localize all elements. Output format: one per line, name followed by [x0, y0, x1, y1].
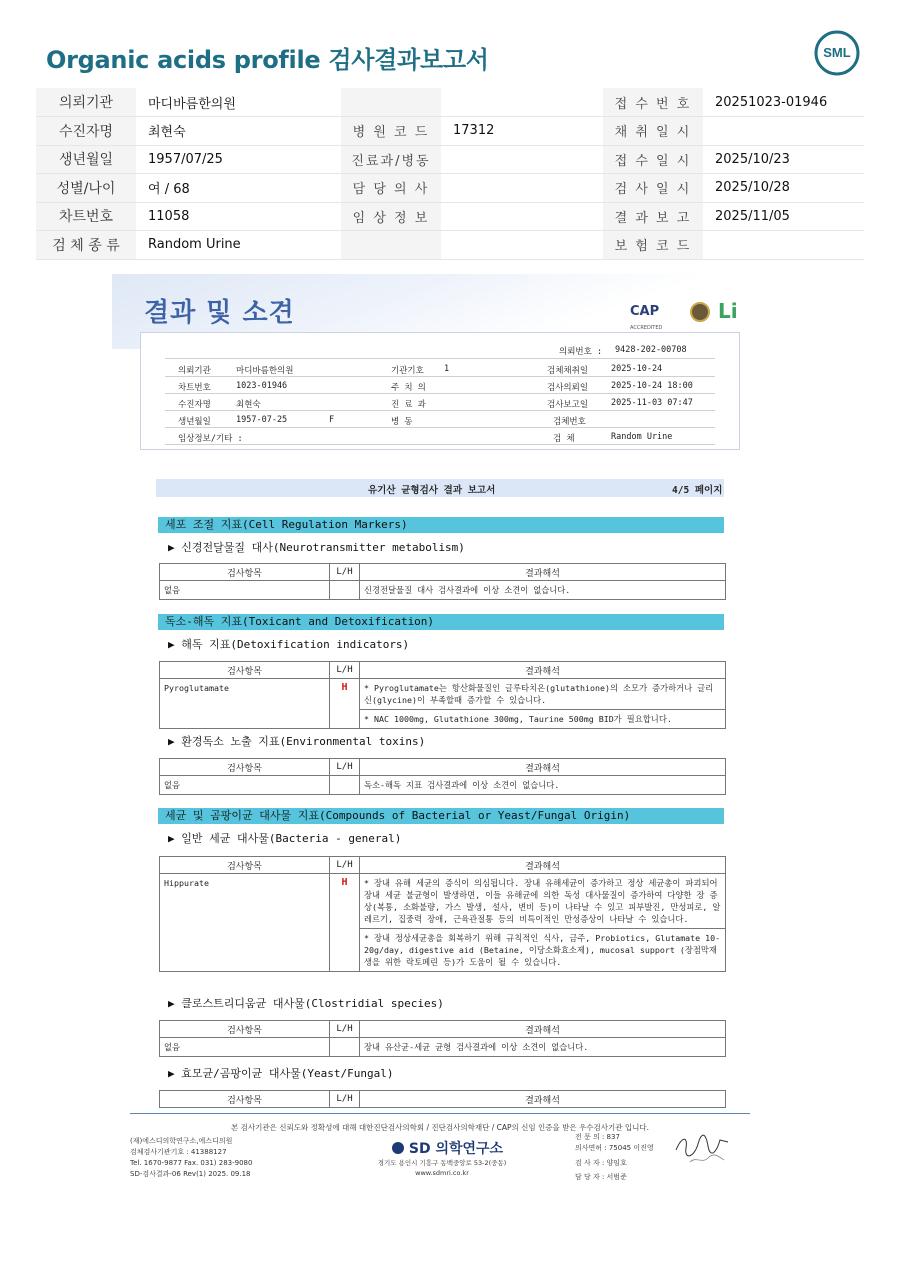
header-value — [441, 174, 603, 203]
header-label: 생년월일 — [36, 145, 136, 174]
header-value — [441, 202, 603, 231]
patient-header-table — [36, 88, 864, 260]
info-label: 주 치 의 — [391, 383, 426, 393]
item-cell: Pyroglutamate — [160, 679, 330, 729]
sign-line: 전 문 의 : 837 — [575, 1133, 620, 1141]
col-lh-header: L/H — [330, 1021, 360, 1038]
col-interp-header: 결과해석 — [360, 662, 726, 679]
footer-line: 검체검사기관기호 : 41388127 — [130, 1148, 227, 1156]
info-label: 수진자명 — [178, 400, 211, 410]
report-banner-title: 결과 및 소견 — [144, 298, 295, 328]
col-item-header: 검사항목 — [160, 857, 330, 874]
header-value: 2025/10/23 — [703, 145, 864, 174]
subsection-title: ▶ 해독 지표(Detoxification indicators) — [168, 638, 410, 651]
sign-line: 담 당 자 : 서범준 — [575, 1173, 627, 1181]
sml-logo-text: SML — [823, 45, 851, 60]
col-interp-header: 결과해석 — [360, 1091, 726, 1108]
interp-note: * NAC 1000mg, Glutathione 300mg, Taurine 500mg BID가 필요합니다. — [360, 709, 725, 728]
footer-line: (재)에스디의학연구소,에스디의원 — [130, 1137, 233, 1145]
header-label: 의뢰기관 — [36, 88, 136, 117]
interp-note: * 장내 정상세균총을 회복하기 위해 규칙적인 식사, 금주, Probiotics, Glutamate 10-20g/day, digestive aid (Betaine, 이당소화효소제), mucosal support (장점막재생을 위한 락토페린 등)가 도움이 될 수 있습니다. — [360, 928, 725, 971]
sign-line: 검 사 자 : 양임호 — [575, 1159, 627, 1167]
col-interp-header: 결과해석 — [360, 759, 726, 776]
header-label: 검 사 일 시 — [603, 174, 703, 203]
col-item-header: 검사항목 — [160, 1021, 330, 1038]
item-cell: Hippurate — [160, 874, 330, 972]
table-row — [160, 776, 726, 795]
interp-cell — [360, 679, 726, 729]
info-value: 2025-10-24 — [611, 364, 663, 374]
info-label: 생년월일 — [178, 417, 211, 427]
header-value: 17312 — [441, 117, 603, 146]
info-label: 검체번호 — [553, 417, 586, 427]
address-line: 경기도 용인시 기흥구 동백중앙로 53-2(중동) — [377, 1159, 507, 1167]
section-header: 세포 조절 지표(Cell Regulation Markers) — [158, 517, 724, 533]
result-table — [159, 661, 726, 729]
header-row — [36, 231, 864, 260]
interp-cell: 장내 유산균-세균 균형 검사결과에 이상 소견이 없습니다. — [360, 1038, 726, 1057]
info-value: Random Urine — [611, 432, 673, 442]
signature-block — [575, 1132, 654, 1183]
header-row — [36, 145, 864, 174]
sd-address — [372, 1158, 512, 1178]
header-label: 담 당 의 사 — [341, 174, 441, 203]
page-bar-title: 유기산 균형검사 결과 보고서 — [368, 485, 496, 496]
li-logo: Li — [718, 299, 738, 323]
table-row — [160, 679, 726, 729]
header-value: 2025/10/28 — [703, 174, 864, 203]
col-lh-header: L/H — [330, 759, 360, 776]
col-item-header: 검사항목 — [160, 662, 330, 679]
header-row — [36, 202, 864, 231]
header-value — [441, 88, 603, 117]
website-line: www.sdmri.co.kr — [415, 1169, 469, 1177]
header-value: 1957/07/25 — [136, 145, 341, 174]
report-info-box — [140, 332, 740, 450]
header-value: 마디바름한의원 — [136, 88, 341, 117]
header-value — [703, 231, 864, 260]
info-label: 검체채취일 — [547, 366, 589, 376]
header-label: 임 상 정 보 — [341, 202, 441, 231]
sign-line: 의사면허 : 75045 이진영 — [575, 1144, 654, 1152]
sd-logo — [392, 1138, 503, 1158]
footer-line: SD-검사결과-06 Rev(1) 2025. 09.18 — [130, 1170, 251, 1178]
request-no-label: 의뢰번호 : — [559, 347, 603, 357]
header-value: 여 / 68 — [136, 174, 341, 203]
info-label: 의뢰기관 — [178, 366, 211, 376]
col-item-header: 검사항목 — [160, 759, 330, 776]
info-value: 2025-11-03 07:47 — [611, 398, 693, 408]
item-cell: 없음 — [160, 1038, 330, 1057]
interp-note: * Pyroglutamate는 항산화물질인 글루타치온(glutathione)의 소모가 증가하거나 글리신(glycine)이 부족할때 증가할 수 있습니다. — [364, 683, 714, 705]
sd-logo-icon — [392, 1142, 404, 1154]
header-label: 병 원 코 드 — [341, 117, 441, 146]
section-header: 세균 및 곰팡이균 대사물 지표(Compounds of Bacterial or Yeast/Fungal Origin) — [158, 808, 724, 824]
col-item-header: 검사항목 — [160, 564, 330, 581]
col-lh-header: L/H — [330, 662, 360, 679]
header-value — [441, 145, 603, 174]
table-row — [160, 1038, 726, 1057]
report-page-bar — [156, 479, 724, 497]
item-cell: 없음 — [160, 581, 330, 600]
result-table — [159, 1090, 726, 1108]
info-label: 병 동 — [391, 417, 413, 427]
info-label: 기관기호 — [391, 366, 424, 376]
cap-logo-sub: ACCREDITED — [630, 325, 663, 331]
header-label: 검 체 종 류 — [36, 231, 136, 260]
col-interp-header: 결과해석 — [360, 857, 726, 874]
signature-image — [672, 1128, 732, 1168]
header-row — [36, 117, 864, 146]
interp-cell: 독소-해독 지표 검사결과에 이상 소견이 없습니다. — [360, 776, 726, 795]
header-value: 최현숙 — [136, 117, 341, 146]
header-label: 접 수 번 호 — [603, 88, 703, 117]
info-value: 1023-01946 — [236, 381, 288, 391]
header-label: 성별/나이 — [36, 174, 136, 203]
footer-note: 본 검사기관은 신뢰도와 정확성에 대해 대한진단검사의학회 / 진단검사의학재단 / CAP의 신임 인증을 받은 우수검사기관 입니다. — [231, 1123, 649, 1132]
col-lh-header: L/H — [330, 564, 360, 581]
header-label — [341, 88, 441, 117]
interp-cell: 신경전달물질 대사 검사결과에 이상 소견이 없습니다. — [360, 581, 726, 600]
subsection-title: ▶ 신경전달물질 대사(Neurotransmitter metabolism) — [168, 541, 465, 554]
result-table — [159, 758, 726, 795]
footer-line: Tel. 1670-9877 Fax. 031) 283-9080 — [130, 1159, 253, 1167]
info-value: 1957-07-25 — [236, 415, 288, 425]
lh-cell — [330, 1038, 360, 1057]
subsection-title: ▶ 클로스트리디움균 대사물(Clostridial species) — [168, 997, 444, 1010]
header-label: 접 수 일 시 — [603, 145, 703, 174]
lh-cell — [330, 776, 360, 795]
info-value: 2025-10-24 18:00 — [611, 381, 693, 391]
info-label: 검사보고일 — [547, 400, 589, 410]
high-flag: H — [330, 874, 360, 972]
header-value: 20251023-01946 — [703, 88, 864, 117]
header-label: 진료과/병동 — [341, 145, 441, 174]
interp-cell — [360, 874, 726, 972]
info-label: 차트번호 — [178, 383, 211, 393]
info-label: 검사의뢰일 — [547, 383, 589, 393]
info-label: 검 체 — [553, 434, 575, 444]
header-value — [441, 231, 603, 260]
col-interp-header: 결과해석 — [360, 564, 726, 581]
result-table — [159, 1020, 726, 1057]
col-lh-header: L/H — [330, 857, 360, 874]
subsection-title: ▶ 일반 세균 대사물(Bacteria - general) — [168, 832, 402, 845]
header-value: 11058 — [136, 202, 341, 231]
header-label: 결 과 보 고 — [603, 202, 703, 231]
interp-note: * 장내 유해 세균의 증식이 의심됩니다. 장내 유해세균이 증가하고 정상 세균총이 파괴되어 장내 세균 불균형이 발생하면, 이들 유해균에 의한 독성 대사물질이 증가하여 다양한 장 증상(복통, 소화불량, 가스 발생, 설사, 변비 등)이 나타날 수 있고 피부발진, 만성피로, 알레르기, 집중력 장애, 근육관절통 등의 비특이적인 만성증상이 나타날 수 있습니다. — [364, 878, 721, 924]
page-title: Organic acids profile 검사결과보고서 — [46, 46, 489, 74]
header-label: 채 취 일 시 — [603, 117, 703, 146]
header-value: 2025/11/05 — [703, 202, 864, 231]
result-table — [159, 563, 726, 600]
high-flag: H — [330, 679, 360, 729]
info-label: 임상정보/기타 : — [178, 434, 243, 444]
section-header: 독소-해독 지표(Toxicant and Detoxification) — [158, 614, 724, 630]
certification-seal-icon — [690, 302, 710, 322]
info-value: 최현숙 — [236, 400, 261, 410]
lh-cell — [330, 581, 360, 600]
col-item-header: 검사항목 — [160, 1091, 330, 1108]
info-value: F — [329, 415, 335, 425]
header-label: 차트번호 — [36, 202, 136, 231]
sd-logo-text: SD 의학연구소 — [408, 1141, 504, 1157]
item-cell: 없음 — [160, 776, 330, 795]
header-value: Random Urine — [136, 231, 341, 260]
header-row — [36, 88, 864, 117]
header-label: 보 험 코 드 — [603, 231, 703, 260]
cap-logo — [630, 304, 662, 332]
info-value: 1 — [444, 364, 450, 374]
subsection-title: ▶ 효모균/곰팡이균 대사물(Yeast/Fungal) — [168, 1067, 394, 1080]
table-row — [160, 581, 726, 600]
info-label: 진 료 과 — [391, 400, 426, 410]
scanned-report — [112, 274, 766, 1114]
cap-logo-text: CAP — [630, 304, 660, 319]
header-label: 수진자명 — [36, 117, 136, 146]
sml-logo — [812, 28, 862, 78]
header-label — [341, 231, 441, 260]
subsection-title: ▶ 환경독소 노출 지표(Environmental toxins) — [168, 735, 426, 748]
footer-institution — [130, 1136, 252, 1180]
page-bar-page: 4/5 페이지 — [672, 485, 723, 496]
header-row — [36, 174, 864, 203]
col-lh-header: L/H — [330, 1091, 360, 1108]
col-interp-header: 결과해석 — [360, 1021, 726, 1038]
result-table — [159, 856, 726, 972]
table-row — [160, 874, 726, 972]
footer-divider — [130, 1113, 750, 1114]
request-no-value: 9428-202-00708 — [615, 345, 687, 355]
header-value — [703, 117, 864, 146]
info-value: 마디바름한의원 — [236, 366, 294, 376]
